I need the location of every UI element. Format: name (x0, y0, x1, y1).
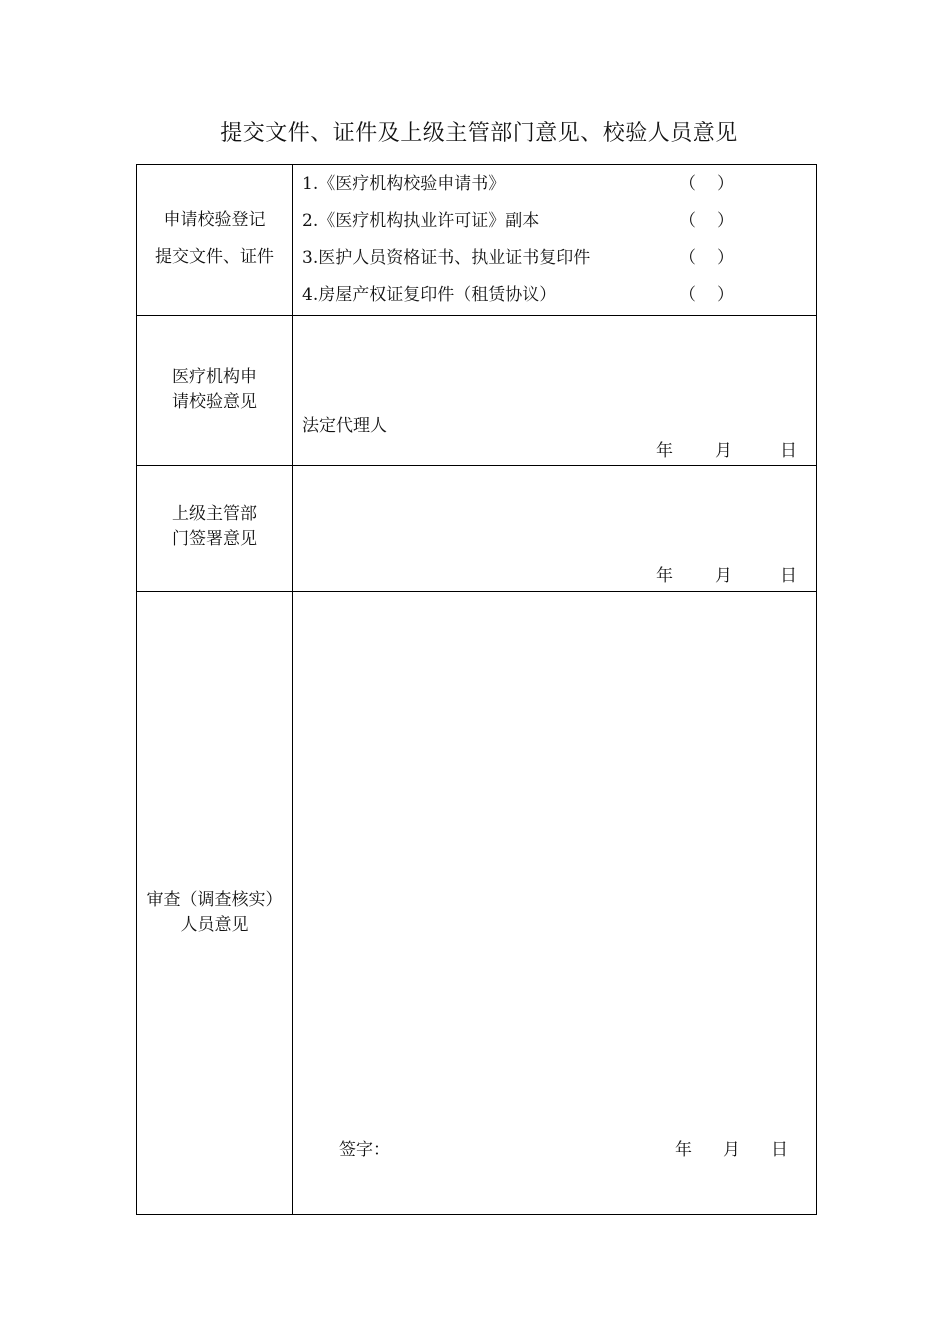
supervisor-opinion-label: 上级主管部 门签署意见 (172, 504, 257, 549)
date-day: 日 (780, 441, 797, 461)
date-month: 月 (723, 1140, 740, 1160)
checkbox-paren-open[interactable]: （ (679, 248, 696, 268)
opinion-form-table (136, 164, 817, 1215)
date-month: 月 (715, 566, 732, 586)
page-title: 提交文件、证件及上级主管部门意见、校验人员意见 (220, 121, 738, 146)
document-item: 1.《医疗机构校验申请书》 (302, 174, 506, 194)
reviewer-opinion-label: 审查（调查核实） 人员意见 (146, 890, 283, 935)
row-divider (137, 465, 816, 466)
checkbox-paren-close[interactable]: ） (717, 285, 734, 305)
date-day: 日 (780, 566, 797, 586)
row-divider (137, 315, 816, 316)
date-day: 日 (771, 1140, 788, 1160)
row-divider (137, 591, 816, 592)
checkbox-paren-close[interactable]: ） (717, 211, 734, 231)
date-year: 年 (656, 566, 673, 586)
checkbox-paren-close[interactable]: ） (717, 174, 734, 194)
date-year: 年 (656, 441, 673, 461)
documents-label: 申请校验登记 提交文件、证件 (155, 210, 274, 267)
date-month: 月 (715, 441, 732, 461)
document-item: 2.《医疗机构执业许可证》副本 (302, 211, 540, 231)
document-item: 3.医护人员资格证书、执业证书复印件 (302, 248, 591, 268)
checkbox-paren-close[interactable]: ） (717, 248, 734, 268)
column-divider (292, 165, 293, 1214)
institution-opinion-label: 医疗机构申 请校验意见 (172, 367, 257, 412)
legal-representative-label: 法定代理人 (302, 416, 387, 436)
checkbox-paren-open[interactable]: （ (679, 211, 696, 231)
document-item: 4.房屋产权证复印件（租赁协议） (302, 285, 557, 305)
checkbox-paren-open[interactable]: （ (679, 285, 696, 305)
checkbox-paren-open[interactable]: （ (679, 174, 696, 194)
date-year: 年 (675, 1140, 692, 1160)
signature-label: 签字： (339, 1140, 390, 1160)
